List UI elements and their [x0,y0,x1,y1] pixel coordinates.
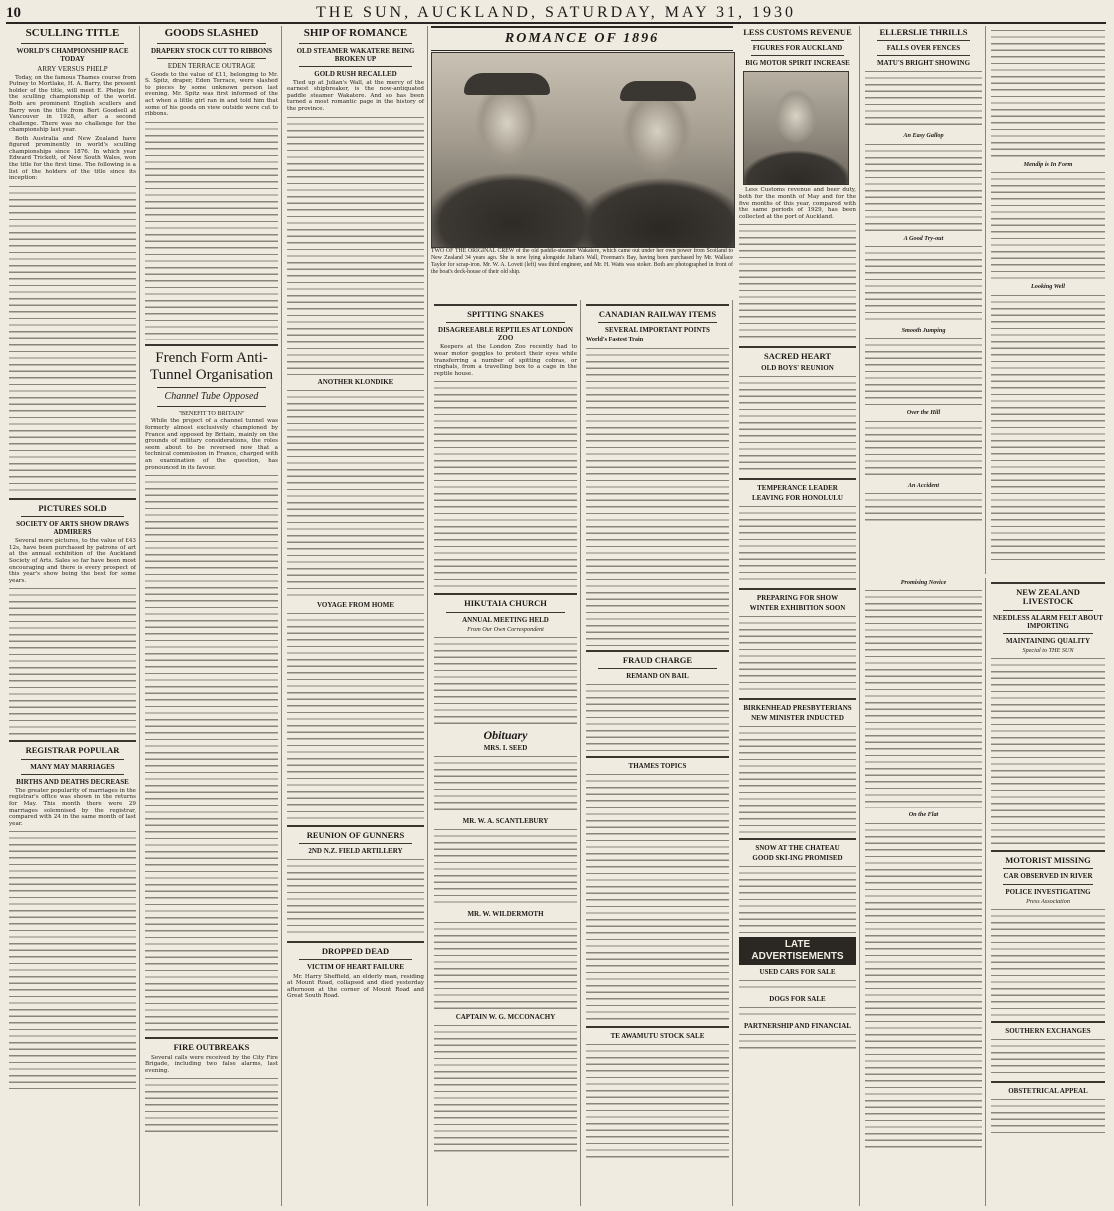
hat-shape [620,81,696,101]
text-block [991,293,1105,563]
text-block [9,184,136,494]
text-block [739,1032,856,1052]
headline-te-awamutu: TE AWAMUTU STOCK SALE [610,1032,705,1041]
subhead-drapery: DRAPERY STOCK CUT TO RIBBONS [150,46,273,55]
headline-fire-outbreaks: FIRE OUTBREAKS [173,1042,250,1053]
byline-press: Press Association [1026,897,1070,905]
headline-ship-of-romance: SHIP OF ROMANCE [303,27,408,39]
text-block [586,346,729,646]
column-3 [284,26,428,1206]
subhead-society-of-arts: SOCIETY OF ARTS SHOW DRAWS ADMIRERS [16,520,129,537]
text-block [991,28,1105,158]
subhead-car-river: CAR OBSERVED IN RIVER [1003,872,1093,881]
article-paragraph: Both Australia and New Zealand have figured prominently in world's sculling championships since 1876. In which year Edward Trickett, of New South Wales, won the title for the first time. The following is a list of the holders of the title since its inception: [9,135,136,182]
subhead-honolulu: LEAVING FOR HONOLULU [752,493,843,502]
text-block [145,120,278,340]
column-2 [142,26,282,1206]
ads-partnership: PARTNERSHIP AND FINANCIAL [744,1021,851,1030]
text-block [865,821,982,1151]
ads-dogs: DOGS FOR SALE [769,994,826,1003]
hat-shape [464,73,550,95]
text-block [991,170,1105,280]
text-block [434,1023,577,1153]
subhead-channel-tube: Channel Tube Opposed [164,391,259,403]
subhead-births-deaths: BIRTHS AND DEATHS DECREASE [16,777,129,786]
article-paragraph: Less Customs revenue and beer duty, both for the month of May and for the five months of this year, compared with the same periods of 1929, has been collected at the port of Auckland. [739,187,856,220]
column-4 [431,300,581,1206]
column-5 [583,300,733,1206]
text-block [739,222,856,342]
text-block [865,588,982,808]
headline-ellerslie: ELLERSLIE THRILLS [879,27,968,37]
headline-customs: LESS CUSTOMS REVENUE [743,27,852,37]
headline-dropped-dead: DROPPED DEAD [321,946,390,957]
subhead-marriages: MANY MAY MARRIAGES [30,762,115,771]
subhead-police: POLICE INVESTIGATING [1005,887,1091,896]
subhead-remand-bail: REMAND ON BAIL [626,672,689,681]
photo-caption: TWO OF THE ORIGINAL CREW of the old paddle-steamer Wakatere, which came out under her own power from Scotland to New Zealand 34 years ago. She is now lying alongside Julian's Wall, Freeman's Bay, having been purchased by Mr. Wallace Taylor for scrap-iron. Mr. W. A. Lovett (left) was third engineer, and Mr. H. Watts was stoker. Both are photographed in front of the boat's deck-house of their old ship. [431,248,733,275]
column-7 [862,26,986,574]
text-block [865,244,982,324]
subhead-promising-novice: Promising Novice [900,579,947,586]
article-paragraph: Several more pictures, to the value of £43 12s, have been purchased by patrons of art at the annual exhibition of the Auckland Society of Arts. Sales so far have been most encouraging and there is every prospect of this year's show being the best for some years. [9,538,136,584]
article-paragraph: Several calls were received by the City Fire Brigade, including two false alarms, last evening. [145,1054,278,1074]
text-block [739,504,856,584]
subhead-falls-fences: FALLS OVER FENCES [886,44,961,53]
text-block [287,857,424,937]
headline-pictures-sold: PICTURES SOLD [38,502,107,513]
text-block [991,907,1105,1017]
masthead [6,4,1106,24]
subhead-old-boys: OLD BOYS' REUNION [761,363,834,372]
text-block [145,1076,278,1136]
subhead-accident: An Accident [907,481,940,489]
subhead-reptiles: DISAGREEABLE REPTILES AT LONDON ZOO [438,326,573,343]
subhead-mendip: Mendip is In Form [1023,161,1073,168]
text-block [991,1037,1105,1077]
feature-banner [431,26,733,51]
text-block [865,142,982,232]
subhead-good-tryout: A Good Try-out [903,234,944,242]
text-block [9,586,136,736]
text-block [287,611,424,821]
article-paragraph: Tied up at Julian's Wall, at the mercy of the earnest shipbreaker, is the now-antiquated paddle steamer Wakatere. And so has been turned a most romantic page in the history of the province. [287,79,424,113]
article-paragraph: Keepers at the London Zoo recently had to wear motor goggles to protect their eyes while transferring a number of spitting cobras, or ringhals, from a travelling box to a cage in the reptile house. [434,344,577,377]
text-block [434,379,577,589]
subhead-heart-failure: VICTIM OF HEART FAILURE [306,963,405,972]
text-block [739,978,856,992]
subhead-easy-gallop: An Easy Gallop [903,132,944,140]
subhead-winter-exhibition: WINTER EXHIBITION SOON [749,603,846,612]
subhead-barry-phelps: ARRY VERSUS PHELP [37,64,108,73]
subhead-quality: MAINTAINING QUALITY [1005,636,1091,645]
article-paragraph: The greater popularity of marriages in the registrar's office was shown in the returns for May. This month there were 29 marriages solemnised by the registrar, compared with 24 in the same month of last year. [9,787,136,827]
headline-fraud-charge: FRAUD CHARGE [622,654,693,665]
subhead-smooth-jumping: Smooth Jumping [901,327,946,335]
article-paragraph: Today, on the famous Thames course from Putney to Mortlake, H. A. Barry, the present holder of the title, will meet E. Phelps for the sculling championship of the world. Both are prominent English scullers and Barry won the title from Bert Goodsell at Vancouver in 1928, after a second challenge. There was no challenge for the championship last year. [9,74,136,134]
subhead-field-artillery: 2ND N.Z. FIELD ARTILLERY [308,847,403,856]
headline-birkenhead: BIRKENHEAD PRESBYTERIANS [743,703,852,712]
column-8 [988,26,1108,574]
headline-snow-chateau: SNOW AT THE CHATEAU [755,844,840,853]
obit-scantlebury: MR. W. A. SCANTLEBURY [462,817,549,826]
column-8-lower [988,578,1108,1206]
portrait-photo [743,71,849,185]
subhead-looking-well: Looking Well [1031,283,1065,291]
late-advertisements-header: LATE ADVERTISEMENTS [739,937,856,965]
text-block [865,419,982,479]
headline-southern-exchanges: SOUTHERN EXCHANGES [1005,1026,1091,1035]
subhead-fastest-train: World's Fastest Train [586,336,644,344]
subhead-on-flat: On the Flat [908,811,939,819]
obit-wildermoth: MR. W. WILDERMOTH [467,910,544,919]
byline-special: Special to THE SUN [1022,646,1074,654]
subhead-annual-meeting: ANNUAL MEETING HELD [462,615,549,624]
crew-photograph [431,52,735,248]
text-block [865,69,982,129]
headline-thames-topics: THAMES TOPICS [628,762,687,771]
subhead-ski-ing: GOOD SKI-ING PROMISED [752,854,843,863]
text-block [434,635,577,725]
subhead-importing: NEEDLESS ALARM FELT ABOUT IMPORTING [993,613,1103,630]
subhead-benefit: "BENEFIT TO BRITAIN" [178,410,245,418]
obit-seed: MRS. I. SEED [483,744,528,753]
text-block [739,864,856,934]
article-paragraph: Goods to the value of £11, belonging to Mr. S. Spitz, draper, Eden Terrace, were slashed to pieces by some unknown person last evening. Mr. Spitz was first informed of the act when a little girl ran in and told him that some of his goods on view outside were cut to ribbons. [145,71,278,118]
subhead-gold-rush: GOLD RUSH RECALLED [314,69,397,78]
subhead-important-points: SEVERAL IMPORTANT POINTS [605,326,710,335]
headline-reunion-gunners: REUNION OF GUNNERS [306,829,405,840]
text-block [739,724,856,834]
headline-obstetrical: OBSTETRICAL APPEAL [1008,1086,1088,1095]
headline-sculling: SCULLING TITLE [25,27,120,39]
subhead-minister: NEW MINISTER INDUCTED [751,714,844,723]
text-block [287,115,424,375]
subhead-another-klondike: ANOTHER KLONDIKE [317,377,394,386]
masthead-title: THE SUN, AUCKLAND, SATURDAY, MAY 31, 1930 [315,4,797,21]
text-block [991,656,1105,846]
text-block [739,614,856,694]
ads-used-cars: USED CARS FOR SALE [759,967,836,976]
subhead-eden-terrace: EDEN TERRACE OUTRAGE [167,61,256,70]
subhead-wakatere: OLD STEAMER WAKATERE BEING BROKEN UP [296,46,415,63]
subhead-world-championship: WORLD'S CHAMPIONSHIP RACE TODAY [16,46,129,63]
text-block [586,682,729,752]
feature-title: ROMANCE OF 1896 [504,31,660,46]
subhead-motor-spirit: BIG MOTOR SPIRIT INCREASE [745,59,850,68]
obit-mcconachy: CAPTAIN W. G. MCCONACHY [455,1013,556,1022]
headline-livestock: NEW ZEALAND LIVESTOCK [1016,587,1080,607]
subhead-figures-auckland: FIGURES FOR AUCKLAND [752,44,843,53]
headline-temperance: TEMPERANCE LEADER [757,483,838,492]
headline-preparing-show: PREPARING FOR SHOW [756,593,839,602]
headline-registrar: REGISTRAR POPULAR [25,745,120,756]
headline-hikutaia: HIKUTAIA CHURCH [464,598,547,609]
text-block [9,829,136,1089]
headline-obituary: Obituary [483,728,528,743]
headline-anti-tunnel: French Form Anti-Tunnel Organisation [150,349,273,384]
text-block [586,1042,729,1162]
column-1 [6,26,140,1206]
article-paragraph: Mr. Harry Sheffield, an elderly man, residing at Mount Road, collapsed and died yesterday afternoon at the corner of Mount Road and Great South Road. [287,973,424,1000]
headline-sacred-heart: SACRED HEART [763,351,831,362]
text-block [991,1097,1105,1137]
text-block [145,473,278,1033]
article-paragraph: While the project of a channel tunnel was formerly almost exclusively championed by France and opposed by Britain, mainly on the grounds of military considerations, the roles seem about to be reversed now that a technical commission in France, charged with an examination of the question, has pronounced in its favour. [145,418,278,471]
subhead-over-hill: Over the Hill [906,409,941,417]
subhead-matu: MATU'S BRIGHT SHOWING [876,59,971,68]
text-block [865,491,982,521]
text-block [739,1005,856,1019]
subhead-voyage-from-home: VOYAGE FROM HOME [317,600,394,609]
text-block [434,920,577,1010]
text-block [739,374,856,474]
correspondent-line: From Our Own Correspondent [467,625,544,633]
column-7-lower [862,578,986,1206]
headline-canadian-railway: CANADIAN RAILWAY ITEMS [598,309,717,319]
text-block [865,336,982,406]
text-block [434,827,577,907]
page-number: 10 [6,5,21,21]
text-block [586,772,729,1022]
column-6 [736,26,860,1206]
headline-motorist-missing: MOTORIST MISSING [1005,855,1091,866]
text-block [287,388,424,598]
headline-spitting-snakes: SPITTING SNAKES [467,309,544,319]
text-block [434,754,577,814]
headline-goods-slashed: GOODS SLASHED [164,27,259,39]
